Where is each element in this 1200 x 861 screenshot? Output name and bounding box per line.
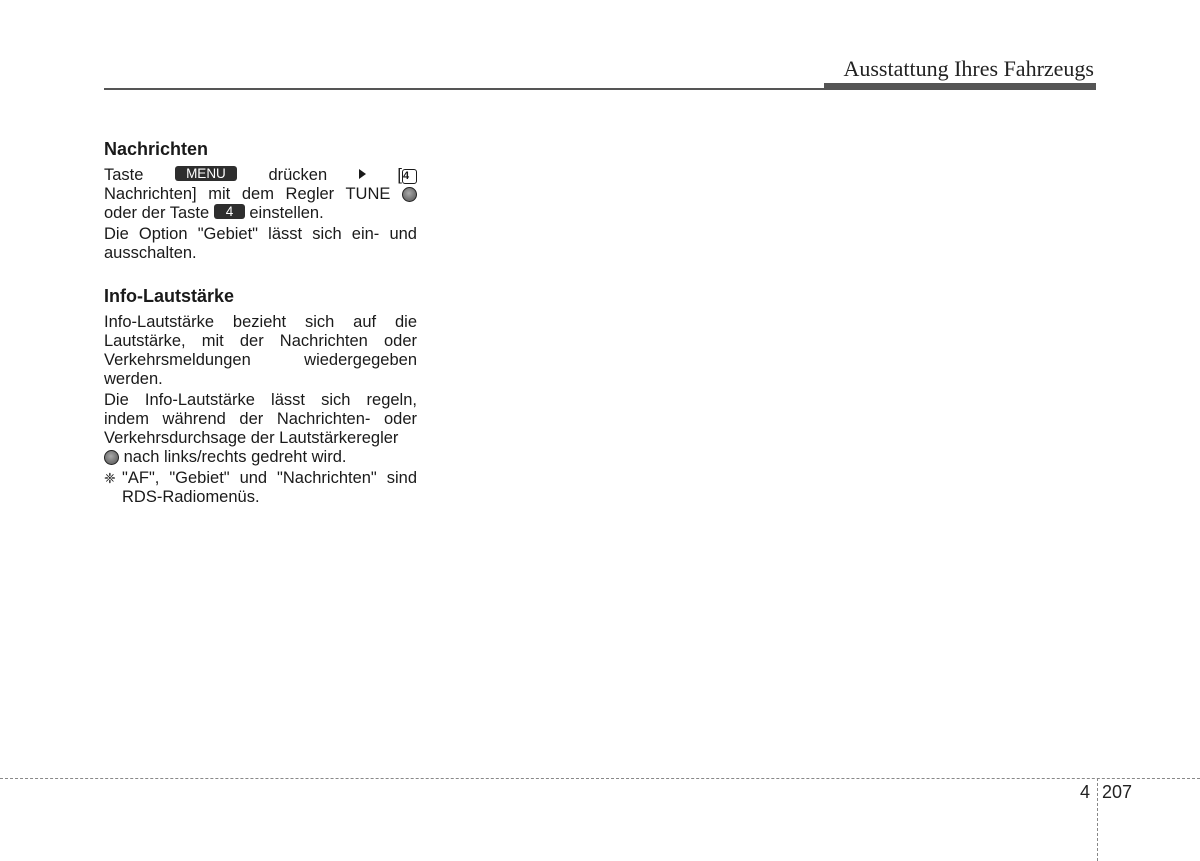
line-taste-4: oder der Taste 4 einstellen. — [104, 204, 324, 222]
chapter-title: Ausstattung Ihres Fahrzeugs — [843, 56, 1094, 81]
volume-knob-icon — [104, 450, 119, 465]
preset-4-icon: 4 — [402, 169, 417, 184]
paragraph-info-definition: Info-Lautstärke bezieht sich auf die Lautstärke, mit der Nachrichten oder Verkehrsmeldungen wiedergegeben werden. — [104, 313, 417, 388]
key-4-icon: 4 — [214, 204, 245, 219]
paragraph-nachrichten-steps — [104, 166, 417, 223]
footer-rule — [0, 778, 1200, 779]
heading-nachrichten: Nachrichten — [104, 139, 209, 159]
header-rule — [104, 88, 824, 90]
note-rds: ❈ "AF", "Gebiet" und "Nachrichten" sind RDS-Radiomenüs. — [104, 469, 417, 506]
heading-info-lautstaerke: Info-Lautstärke — [104, 286, 235, 306]
header-rule-bold — [824, 83, 1096, 90]
menu-key-icon: MENU — [175, 166, 237, 181]
arrow-right-icon — [359, 169, 366, 179]
page-number: 207 — [1102, 782, 1133, 802]
footer-divider — [1097, 778, 1098, 861]
paragraph-gebiet: Die Option "Gebiet" lässt sich ein- und ausschalten. — [104, 225, 417, 262]
text-column — [104, 138, 417, 507]
chapter-number: 4 — [1080, 782, 1091, 802]
paragraph-info-regeln: Die Info-Lautstärke lässt sich regeln, indem während der Nachrichten- oder Verkehrsdurchsage der Lautstärkeregler nach links/rechts gedreht wird. — [104, 391, 417, 466]
line-tune: Nachrichten] mit dem Regler TUNE — [104, 185, 417, 204]
tune-knob-icon — [402, 187, 417, 202]
line-taste-menu: Taste MENU drücken [4 — [104, 166, 417, 185]
note-mark-icon: ❈ — [104, 470, 116, 486]
